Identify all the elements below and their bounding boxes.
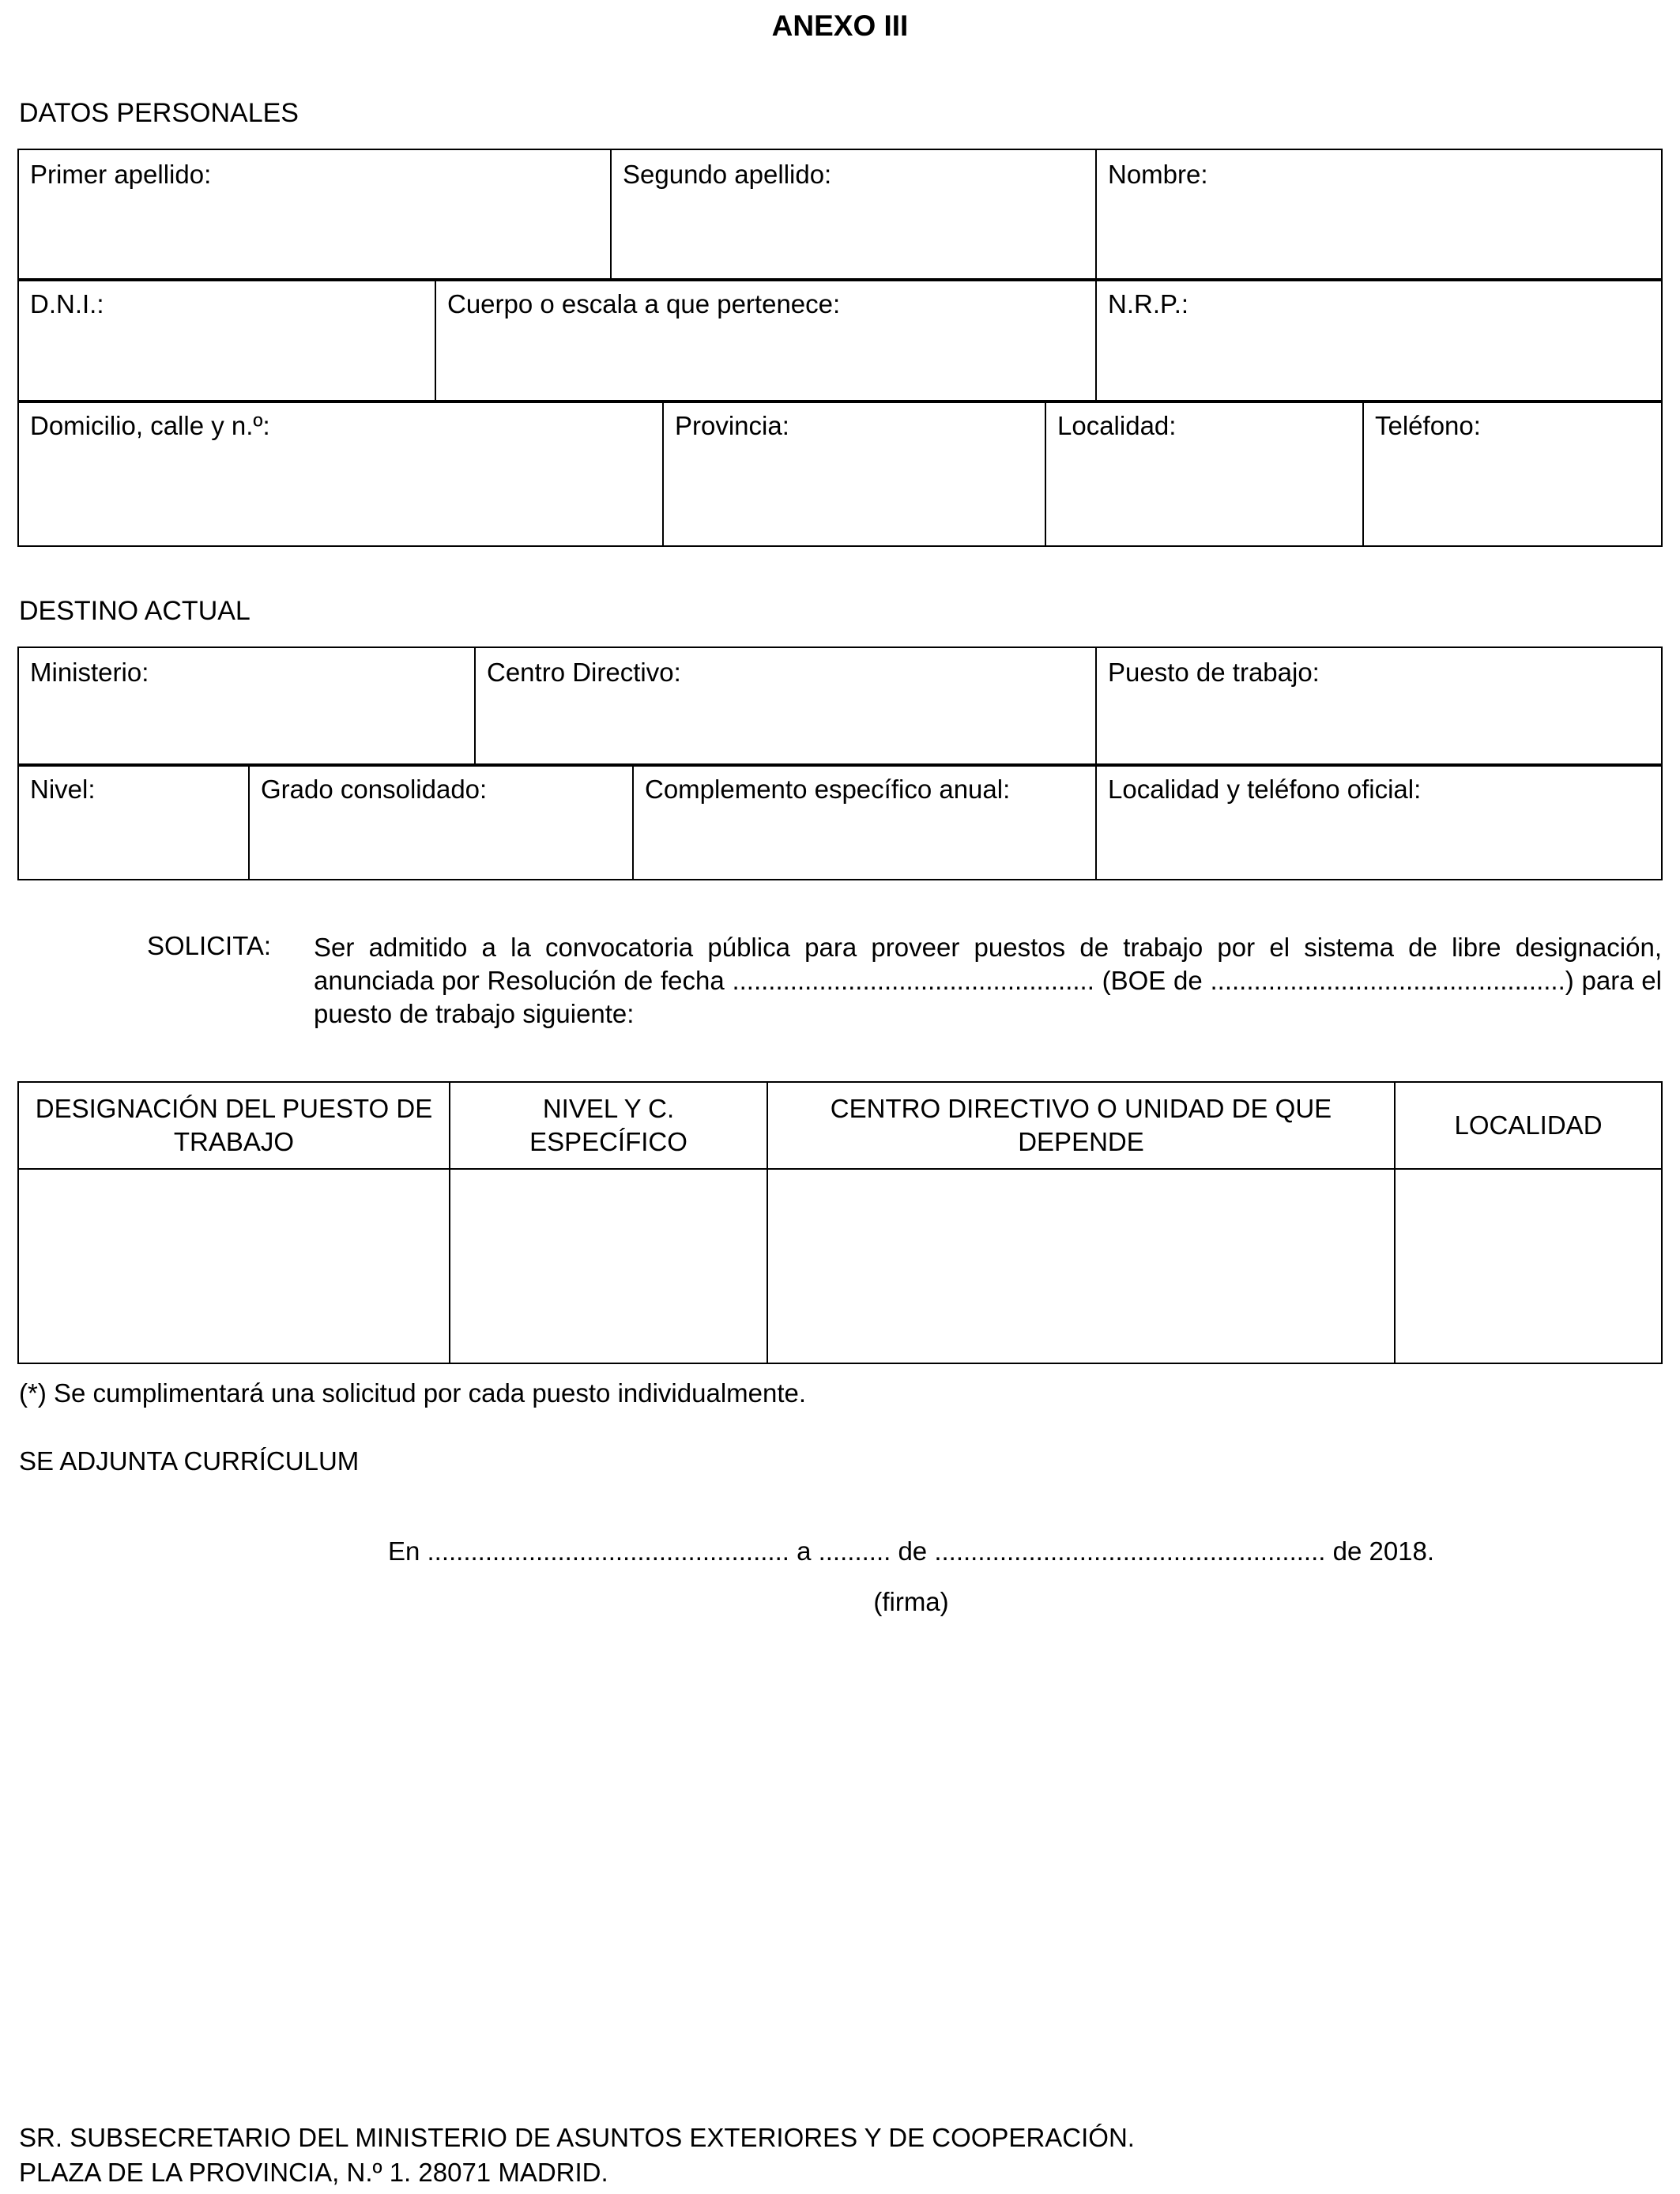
signature-label: (firma): [873, 1587, 949, 1616]
domicilio-field[interactable]: [18, 401, 663, 546]
destino-actual-heading: DESTINO ACTUAL: [19, 596, 250, 626]
telefono-field[interactable]: [1363, 401, 1662, 546]
puesto-trabajo-field[interactable]: [1096, 647, 1662, 766]
destino-actual-row-2: [17, 763, 1663, 880]
solicita-text: Ser admitido a la convocatoria pública para proveer puestos de trabajo por el sistema de libre designación, anunciada por Resolución de fecha .................................................. (BOE de .................................................) para el puesto de trabajo siguiente:: [314, 933, 1662, 1028]
field-label: Primer apellido:: [30, 160, 212, 189]
puesto-table: [17, 1081, 1663, 1364]
field-label: Nivel:: [30, 775, 96, 804]
nivel-cell[interactable]: [450, 1169, 767, 1363]
field-label: Cuerpo o escala a que pertenece:: [447, 289, 841, 319]
segundo-apellido-field[interactable]: [611, 149, 1096, 281]
field-label: N.R.P.:: [1108, 289, 1189, 319]
field-label: Provincia:: [675, 411, 789, 440]
nivel-field[interactable]: [18, 764, 249, 880]
field-label: Complemento específico anual:: [645, 775, 1011, 804]
puesto-table-header: [18, 1082, 1662, 1169]
datos-personales-heading: DATOS PERSONALES: [19, 98, 299, 128]
field-label: Ministerio:: [30, 658, 149, 687]
field-label: Localidad:: [1057, 411, 1177, 440]
field-label: D.N.I.:: [30, 289, 104, 319]
centro-directivo-cell[interactable]: [767, 1169, 1395, 1363]
datos-personales-row-1: [17, 149, 1663, 281]
footnote: (*) Se cumplimentará una solicitud por cada puesto individualmente.: [19, 1378, 807, 1408]
localidad-field[interactable]: [1045, 401, 1363, 546]
grado-consolidado-field[interactable]: [249, 764, 633, 880]
field-label: Puesto de trabajo:: [1108, 658, 1320, 687]
datos-personales-row-2: [17, 278, 1663, 403]
header-localidad: LOCALIDAD: [1395, 1082, 1662, 1169]
field-label: Domicilio, calle y n.º:: [30, 411, 270, 440]
datos-personales-row-3: [17, 400, 1663, 547]
ministerio-field[interactable]: [18, 647, 475, 766]
addressee-line-2: PLAZA DE LA PROVINCIA, N.º 1. 28071 MADRID.: [19, 2158, 608, 2187]
centro-directivo-field[interactable]: [475, 647, 1096, 766]
field-label: Teléfono:: [1375, 411, 1481, 440]
field-label: Grado consolidado:: [261, 775, 488, 804]
cuerpo-escala-field[interactable]: [435, 279, 1096, 402]
header-designacion: DESIGNACIÓN DEL PUESTO DE TRABAJO: [18, 1082, 450, 1169]
localidad-telefono-oficial-field[interactable]: [1096, 764, 1662, 880]
localidad-cell[interactable]: [1395, 1169, 1662, 1363]
field-label: Localidad y teléfono oficial:: [1108, 775, 1422, 804]
primer-apellido-field[interactable]: [18, 149, 611, 281]
field-label: Segundo apellido:: [623, 160, 832, 189]
solicita-label: SOLICITA:: [147, 931, 272, 960]
adjunta-curriculum: SE ADJUNTA CURRÍCULUM: [19, 1446, 360, 1476]
complemento-especifico-field[interactable]: [633, 764, 1096, 880]
dni-field[interactable]: [18, 279, 435, 402]
nrp-field[interactable]: [1096, 279, 1662, 402]
field-label: Centro Directivo:: [487, 658, 681, 687]
destino-actual-row-1: [17, 647, 1663, 767]
document-title: ANEXO III: [771, 9, 909, 42]
provincia-field[interactable]: [663, 401, 1045, 546]
header-nivel: NIVEL Y C. ESPECÍFICO: [450, 1082, 767, 1169]
designacion-cell[interactable]: [18, 1169, 450, 1363]
nombre-field[interactable]: [1096, 149, 1662, 281]
addressee-line-1: SR. SUBSECRETARIO DEL MINISTERIO DE ASUNTOS EXTERIORES Y DE COOPERACIÓN.: [19, 2123, 1135, 2152]
field-label: Nombre:: [1108, 160, 1208, 189]
place-date-line: En .................................................. a .......... de ...................................................... de 2018.: [387, 1536, 1435, 1566]
header-centro-directivo: CENTRO DIRECTIVO O UNIDAD DE QUE DEPENDE: [767, 1082, 1395, 1169]
table-row: [18, 1169, 1662, 1363]
